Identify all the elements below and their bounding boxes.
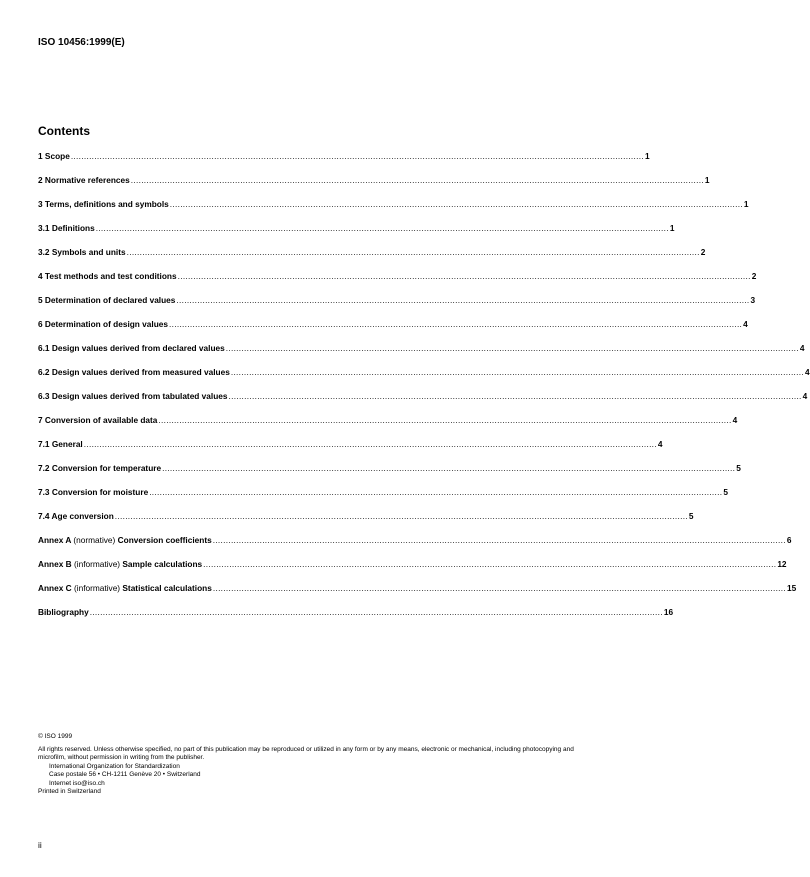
page-number: ii [38, 840, 42, 850]
toc-entry-title [38, 583, 212, 593]
toc-leader-dots: ............................................................................................................................................................................................................................ [169, 199, 743, 209]
toc-entry-page: 2 [700, 247, 706, 257]
toc-entry-page: 4 [732, 415, 738, 425]
toc-entry-title [38, 535, 212, 545]
toc-leader-dots: ............................................................................................................................................................................................................................ [177, 271, 751, 281]
toc-entry-page: 3 [750, 295, 756, 305]
toc-entry-title: 2 Normative references [38, 175, 130, 185]
toc-entry[interactable] [38, 439, 663, 463]
toc-entry-page: 5 [736, 463, 741, 473]
toc-entry[interactable] [38, 271, 757, 295]
toc-entry-title: 7.3 Conversion for moisture [38, 487, 149, 497]
toc-leader-dots: ............................................................................................................................................................................................................................ [149, 487, 723, 497]
annex-label: Annex A [38, 535, 72, 545]
org-name: International Organization for Standardization [49, 762, 180, 770]
toc-entry-page: 2 [751, 271, 757, 281]
toc-annex-entry[interactable] [38, 583, 797, 607]
contents-heading: Contents [38, 124, 90, 138]
toc-entry[interactable] [38, 511, 694, 535]
toc-leader-dots: ............................................................................................................................................................................................................................ [169, 319, 743, 329]
toc-leader-dots: ............................................................................................................................................................................................................................ [95, 223, 669, 233]
table-of-contents [38, 151, 810, 631]
toc-entry-page: 4 [802, 391, 808, 401]
toc-entry[interactable] [38, 319, 748, 343]
toc-entry-title: 7 Conversion of available data [38, 415, 158, 425]
annex-kind: (informative) [73, 559, 121, 569]
toc-entry-page: 1 [644, 151, 650, 161]
toc-entry[interactable] [38, 175, 710, 199]
toc-entry-page: 5 [723, 487, 728, 497]
toc-entry-title: 1 Scope [38, 151, 70, 161]
toc-entry-page: 1 [704, 175, 710, 185]
toc-entry[interactable] [38, 391, 808, 415]
toc-entry-page: 16 [663, 607, 674, 617]
toc-entry[interactable] [38, 343, 805, 367]
toc-entry[interactable] [38, 199, 749, 223]
toc-leader-dots: ............................................................................................................................................................................................................................ [126, 247, 700, 257]
toc-entry-title: 3.2 Symbols and units [38, 247, 126, 257]
toc-annex-entry[interactable] [38, 559, 787, 583]
toc-leader-dots: ............................................................................................................................................................................................................................ [130, 175, 704, 185]
annex-title: Statistical calculations [122, 583, 212, 593]
toc-leader-dots: ............................................................................................................................................................................................................................ [212, 583, 786, 593]
toc-entry[interactable] [38, 415, 738, 439]
toc-leader-dots: ............................................................................................................................................................................................................................ [114, 511, 688, 521]
toc-entry-title: 7.1 General [38, 439, 83, 449]
toc-entry-page: 6 [786, 535, 792, 545]
toc-entry-title: 7.4 Age conversion [38, 511, 114, 521]
copyright-notice: © ISO 1999 [38, 733, 73, 740]
toc-entry[interactable] [38, 295, 756, 319]
toc-entry[interactable] [38, 367, 810, 391]
toc-leader-dots: ............................................................................................................................................................................................................................ [83, 439, 657, 449]
toc-leader-dots: ............................................................................................................................................................................................................................ [176, 295, 750, 305]
toc-entry-title [38, 559, 202, 569]
toc-entry-title: 7.2 Conversion for temperature [38, 463, 162, 473]
toc-entry-title: 6.2 Design values derived from measured values [38, 367, 230, 377]
toc-entry-title: 6.3 Design values derived from tabulated values [38, 391, 228, 401]
toc-leader-dots: ............................................................................................................................................................................................................................ [70, 151, 644, 161]
annex-label: Annex C [38, 583, 72, 593]
toc-entry-page: 5 [688, 511, 694, 521]
toc-entry-title: 3.1 Definitions [38, 223, 95, 233]
toc-entry-page: 4 [657, 439, 663, 449]
standard-id: ISO 10456:1999(E) [38, 37, 125, 48]
rights-statement: All rights reserved. Unless otherwise specified, no part of this publication may be reproduced or utilized in any form or by any means, electronic or mechanical, including photocopying and microfilm, without permission in writing from the publisher. [38, 745, 574, 761]
toc-entry-page: 15 [787, 583, 797, 593]
toc-entry-page: 4 [743, 319, 748, 329]
toc-leader-dots: ............................................................................................................................................................................................................................ [89, 607, 663, 617]
toc-entry[interactable] [38, 487, 728, 511]
toc-leader-dots: ............................................................................................................................................................................................................................ [228, 391, 802, 401]
annex-title: Conversion coefficients [117, 535, 212, 545]
toc-leader-dots: ............................................................................................................................................................................................................................ [225, 343, 799, 353]
toc-entry[interactable] [38, 223, 675, 247]
toc-leader-dots: ............................................................................................................................................................................................................................ [162, 463, 736, 473]
toc-leader-dots: ............................................................................................................................................................................................................................ [230, 367, 804, 377]
toc-bibliography-entry[interactable] [38, 607, 674, 631]
toc-entry-title: 6 Determination of design values [38, 319, 169, 329]
org-address: Case postale 56 • CH-1211 Genève 20 • Switzerland [49, 771, 201, 778]
toc-entry-page: 12 [777, 559, 787, 569]
annex-title: Sample calculations [122, 559, 203, 569]
toc-leader-dots: ............................................................................................................................................................................................................................ [203, 559, 777, 569]
annex-kind: (informative) [73, 583, 121, 593]
annex-label: Annex B [38, 559, 72, 569]
toc-entry-page: 1 [743, 199, 749, 209]
toc-leader-dots: ............................................................................................................................................................................................................................ [158, 415, 732, 425]
toc-entry-title: 3 Terms, definitions and symbols [38, 199, 169, 209]
toc-entry[interactable] [38, 463, 741, 487]
copyright-footer [38, 733, 583, 797]
toc-entry-page: 4 [799, 343, 805, 353]
toc-entry-page: 4 [804, 367, 810, 377]
toc-entry-title: 6.1 Design values derived from declared values [38, 343, 225, 353]
toc-entry-page: 1 [669, 223, 675, 233]
annex-kind: (normative) [73, 535, 116, 545]
printed-in: Printed in Switzerland [38, 788, 101, 795]
toc-entry-title: 5 Determination of declared values [38, 295, 176, 305]
toc-entry-title: Bibliography [38, 607, 89, 617]
toc-entry-title: 4 Test methods and test conditions [38, 271, 177, 281]
org-internet: Internet iso@iso.ch [49, 779, 105, 787]
toc-annex-entry[interactable] [38, 535, 792, 559]
toc-entry[interactable] [38, 247, 706, 271]
toc-leader-dots: ............................................................................................................................................................................................................................ [212, 535, 786, 545]
toc-entry[interactable] [38, 151, 650, 175]
